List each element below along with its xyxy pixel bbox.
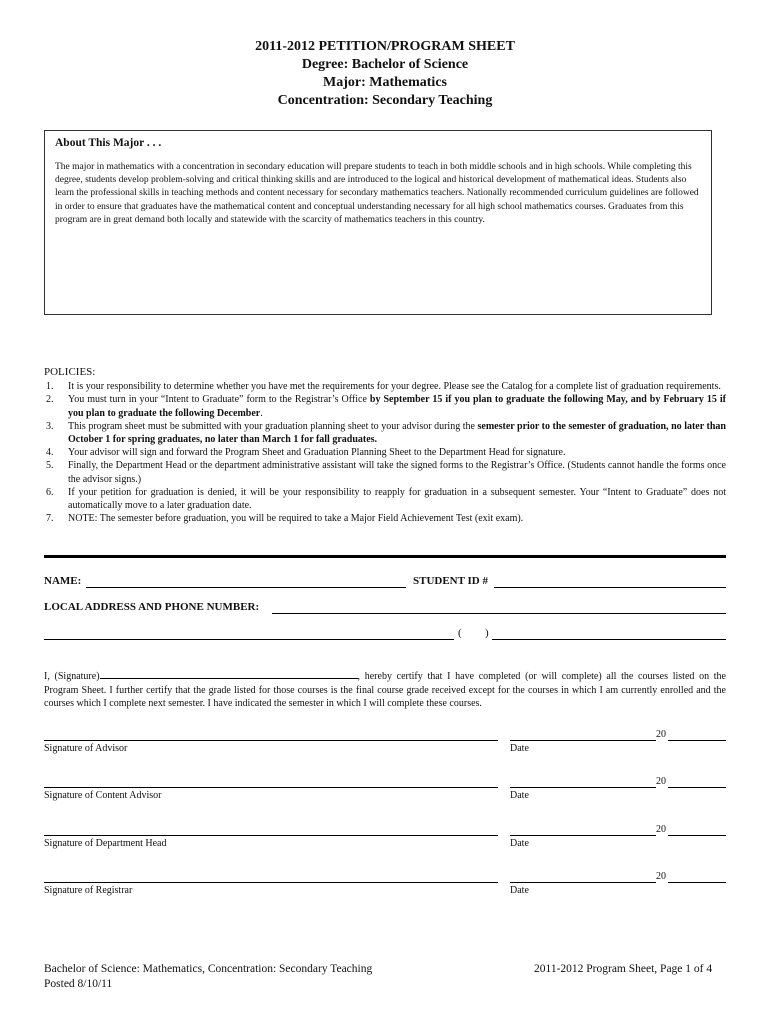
advisor-year-prefix: 20 [656, 729, 666, 740]
phone-field[interactable] [492, 639, 726, 640]
content-advisor-year-line[interactable] [668, 787, 726, 788]
about-major-box [44, 130, 712, 315]
policy-number: 2. [46, 394, 54, 406]
registrar-signature-line[interactable] [44, 882, 498, 883]
name-label: NAME: [44, 575, 82, 587]
phone-paren-open: ( [458, 627, 462, 639]
policy-text: Your advisor will sign and forward the Program Sheet and Graduation Planning Sheet to the Department Head for signature. [68, 447, 566, 459]
address-line-2-field[interactable] [44, 639, 454, 640]
certify-prefix: I, (Signature) [44, 671, 100, 682]
policy-number: 3. [46, 420, 54, 432]
registrar-signature-label: Signature of Registrar [44, 885, 133, 896]
local-address-label: LOCAL ADDRESS AND PHONE NUMBER: [44, 601, 260, 613]
policy-number: 5. [46, 460, 54, 472]
registrar-date-label: Date [510, 885, 529, 896]
policy-text: This program sheet must be submitted with your graduation planning sheet to your advisor during the [68, 420, 478, 432]
department-head-signature-line[interactable] [44, 835, 498, 836]
advisor-year-line[interactable] [668, 740, 726, 741]
policy-text-bold: by September 15 if you plan to graduate the following May, and by February 15 if you plan to graduate the following December [68, 394, 727, 419]
registrar-year-prefix: 20 [656, 871, 666, 882]
registrar-year-line[interactable] [668, 882, 726, 883]
policy-text: If your petition for graduation is denied, it will be your responsibility to reapply for graduation in a subsequent semester. Your “Intent to Graduate” does not automatically move to a later graduation date. [68, 486, 726, 512]
policy-number: 6. [46, 486, 54, 498]
registrar-date-line[interactable] [510, 882, 656, 883]
content-advisor-date-line[interactable] [510, 787, 656, 788]
about-description: The major in mathematics with a concentration in secondary education will prepare students to teach in both middle schools and in high schools. While completing this degree, students develop problem-solving and critical thinking skills and are introduced to the logical and historical development of mathematical ideas. Students also learn the professional skills in teaching methods and content necessary for secondary mathematics teachers. Nationally recommended curriculum guidelines are followed in order to ensure that graduates have the mathematical content and conceptual understanding necessary for all high school mathematics courses. Graduates from this program are in great demand both locally and statewide with the scarcity of mathematics teachers in this country. [55, 162, 699, 225]
page-header [0, 38, 770, 110]
policy-text: It is your responsibility to determine whether you have met the requirements for your degree. Please see the Catalog for a complete list of graduation requirements. [68, 381, 721, 393]
footer-left [44, 962, 372, 992]
policies-list [44, 380, 726, 525]
policy-item [44, 512, 726, 525]
footer-program-title: Bachelor of Science: Mathematics, Concentration: Secondary Teaching [44, 963, 373, 975]
policy-number: 7. [46, 513, 54, 525]
advisor-signature-label: Signature of Advisor [44, 743, 128, 754]
policy-text: . [260, 407, 263, 419]
footer-posted-date: Posted 8/10/11 [44, 978, 113, 990]
certification-statement [44, 668, 726, 711]
policy-text-bold: semester prior to the semester of graduation, no later than October 1 for spring graduates, no later than March 1 for fall graduates. [68, 420, 726, 446]
policy-item [44, 486, 726, 512]
content-advisor-signature-label: Signature of Content Advisor [44, 790, 162, 801]
policy-item [44, 446, 726, 459]
certify-signature-line[interactable] [100, 668, 358, 679]
sheet-title: 2011-2012 PETITION/PROGRAM SHEET [255, 39, 515, 54]
policy-item [44, 459, 726, 485]
policy-number: 1. [46, 381, 54, 393]
content-advisor-signature-line[interactable] [44, 787, 498, 788]
section-divider [44, 555, 726, 558]
policy-text: You must turn in your “Intent to Graduate” form to the Registrar’s Office [68, 394, 370, 406]
phone-paren-close: ) [485, 627, 489, 639]
advisor-date-label: Date [510, 743, 529, 754]
policy-item [44, 393, 726, 419]
certify-text: , hereby certify that I have completed (or will complete) all the courses listed on the Program Sheet. I further certify that the grade listed for those courses is the final course grade received except for the courses in which I am currently enrolled and the courses which I complete next semester. I have indicated the semester in which I will complete these courses. [44, 671, 726, 709]
policy-item [44, 420, 726, 446]
advisor-date-line[interactable] [510, 740, 656, 741]
content-advisor-date-label: Date [510, 790, 529, 801]
about-title: About This Major . . . [55, 137, 162, 149]
policies-title: POLICIES: [44, 366, 96, 378]
advisor-signature-line[interactable] [44, 740, 498, 741]
content-advisor-year-prefix: 20 [656, 776, 666, 787]
policy-text: NOTE: The semester before graduation, you will be required to take a Major Field Achievement Test (exit exam). [68, 513, 524, 525]
concentration-heading: Concentration: Secondary Teaching [277, 93, 493, 108]
policy-number: 4. [46, 447, 54, 459]
department-head-year-prefix: 20 [656, 824, 666, 835]
department-head-year-line[interactable] [668, 835, 726, 836]
policy-text: Finally, the Department Head or the department administrative assistant will take the signed forms to the Registrar’s Office. (Students cannot handle the forms once the advisor signs.) [68, 460, 726, 485]
degree-heading: Degree: Bachelor of Science [301, 57, 469, 72]
student-id-field[interactable] [494, 587, 726, 588]
department-head-date-line[interactable] [510, 835, 656, 836]
department-head-signature-label: Signature of Department Head [44, 838, 167, 849]
major-heading: Major: Mathematics [322, 75, 447, 90]
student-id-label: STUDENT ID # [413, 575, 488, 587]
footer-page-info: 2011-2012 Program Sheet, Page 1 of 4 [534, 963, 713, 975]
department-head-date-label: Date [510, 838, 529, 849]
policies-section [44, 366, 726, 525]
name-field[interactable] [86, 587, 406, 588]
local-address-field[interactable] [272, 613, 726, 614]
policy-item [44, 380, 726, 393]
